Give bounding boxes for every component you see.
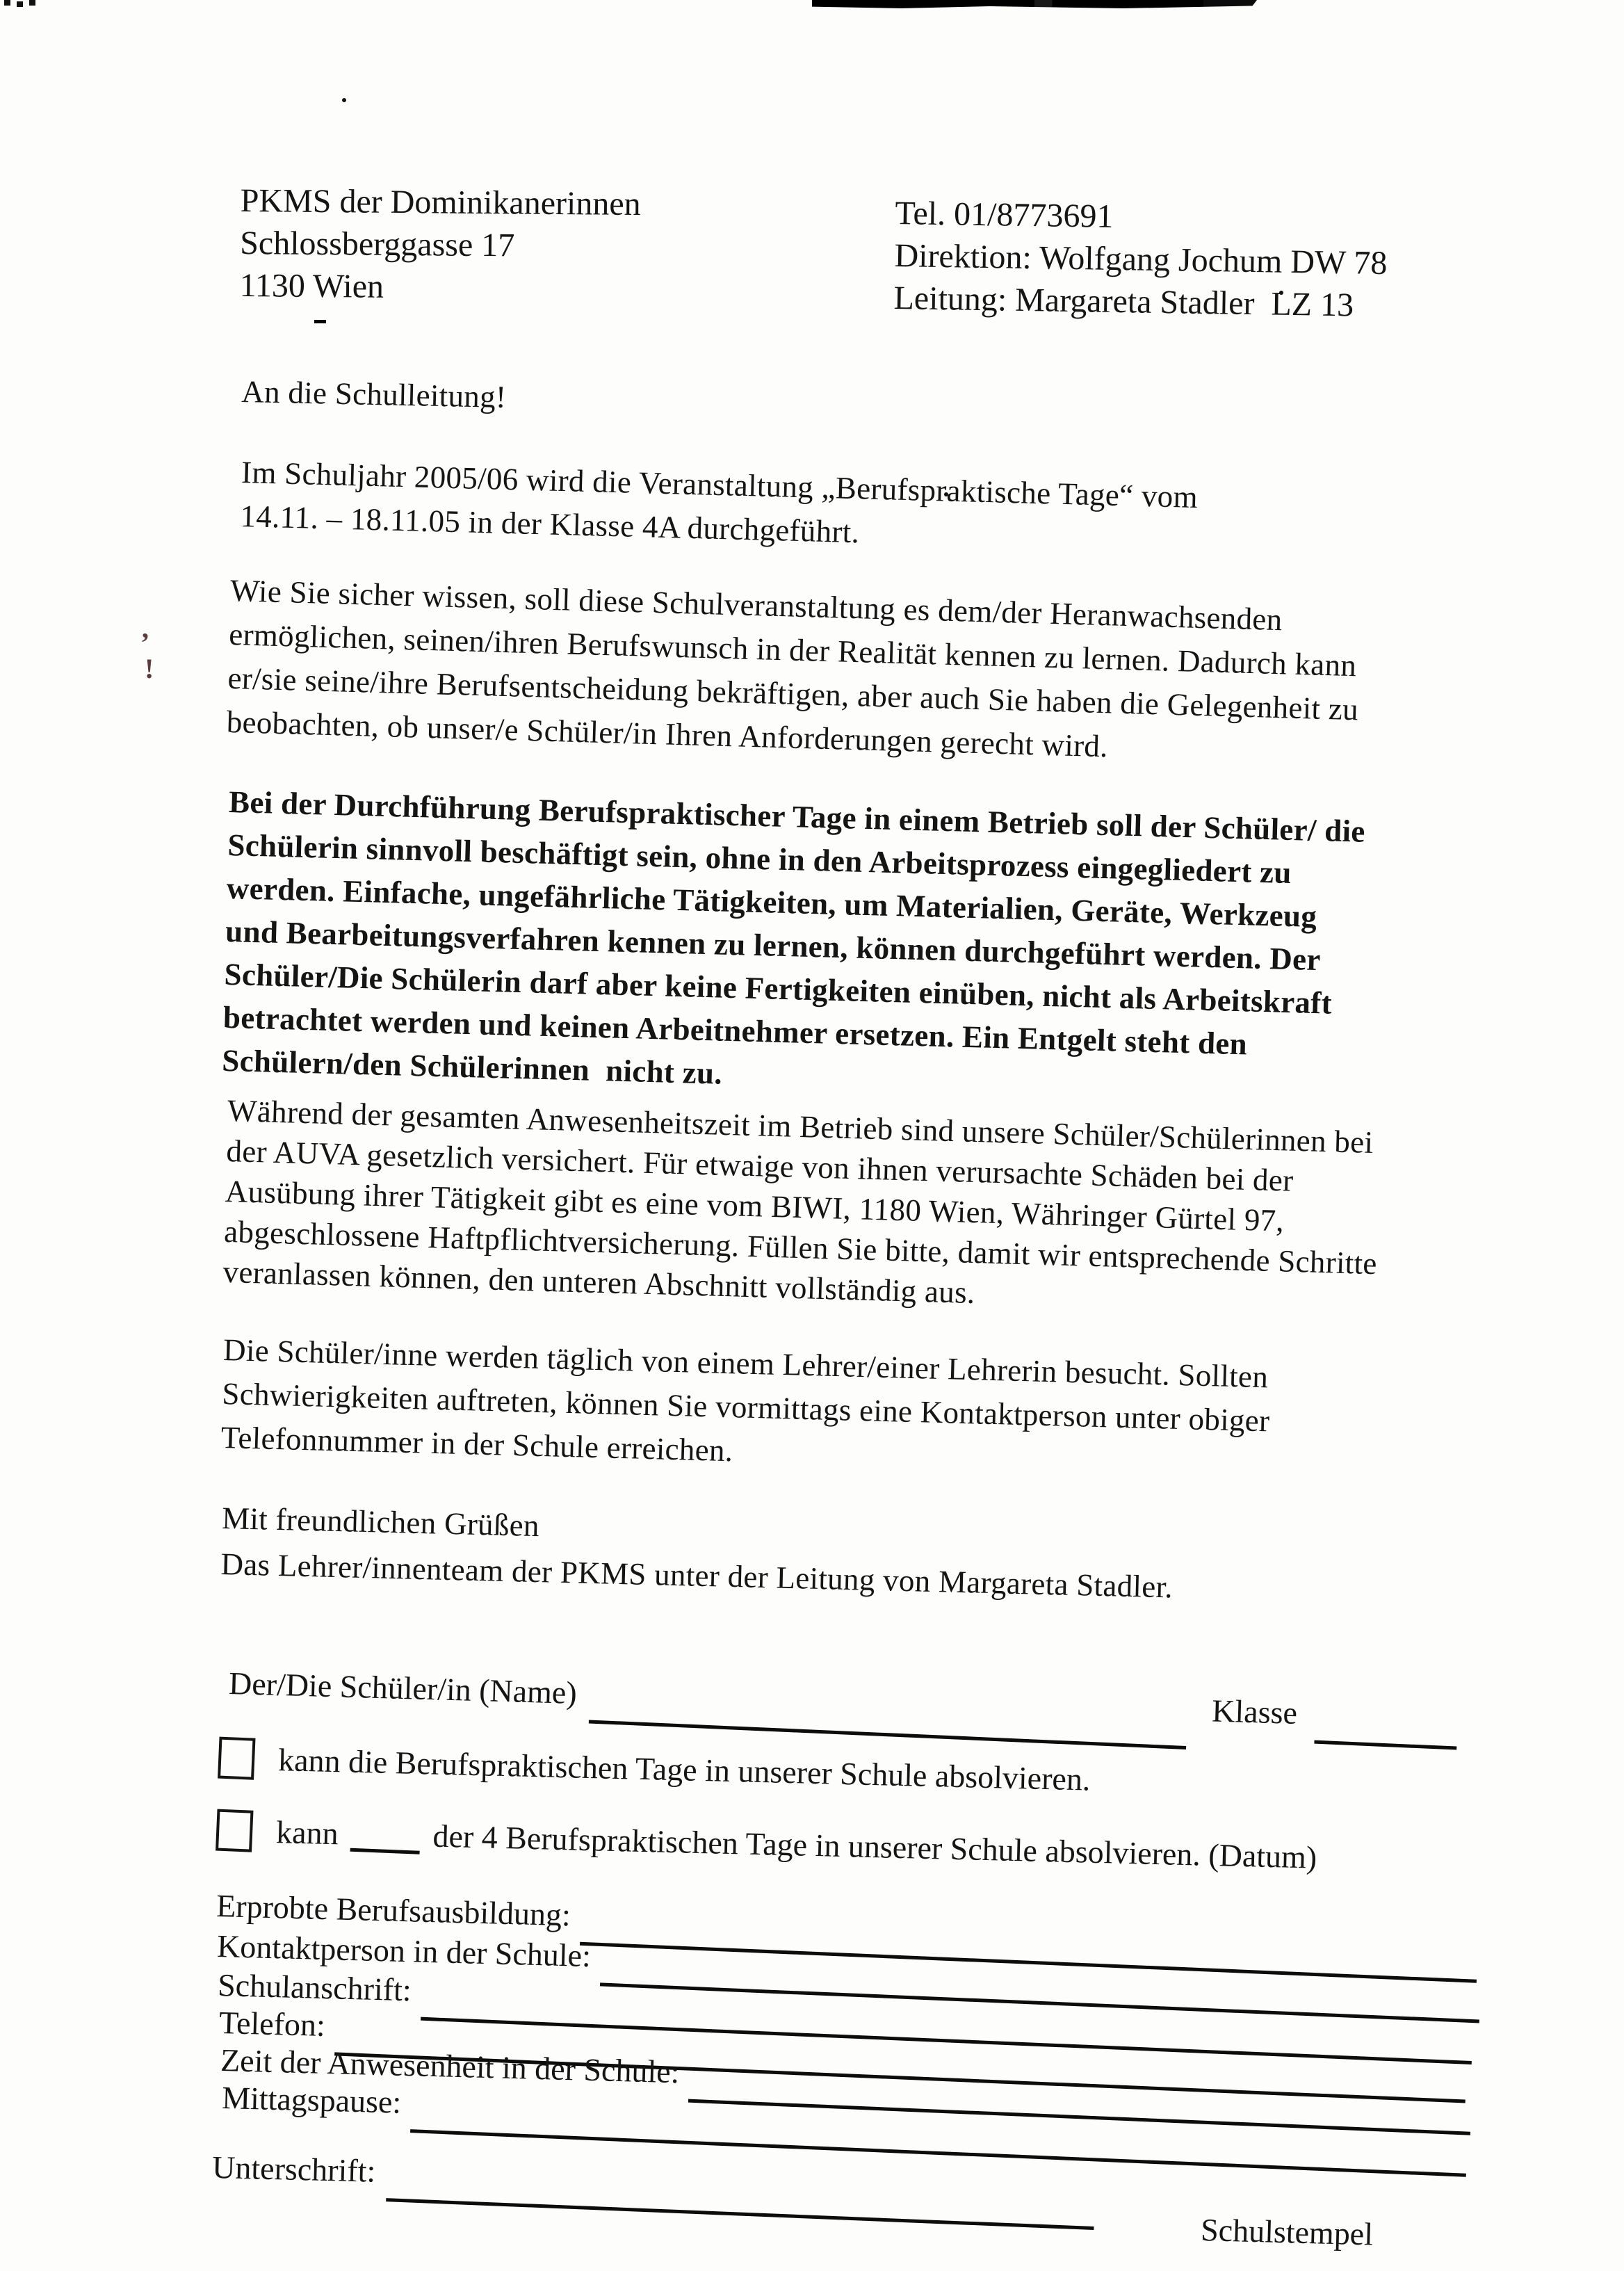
field-label-phone: Telefon: — [218, 2004, 326, 2043]
paragraph-schedule: Im Schuljahr 2005/06 wird die Veranstaltung „Berufspraktische Tage“ vom 14.11. – 18.11.05 in der Klasse 4A durchgeführt. — [239, 454, 1199, 550]
closing: Mit freundlichen Grüßen Das Lehrer/innenteam der PKMS unter der Leitung von Margareta Stadler. — [220, 1500, 1174, 1605]
field-label-school-address: Schulanschrift: — [217, 1966, 412, 2008]
scan-artifact-dash — [314, 320, 326, 323]
field-label-attendance-time: Zeit der Anwesenheit in der Schule: — [220, 2042, 681, 2090]
scan-artifact-dot — [4, 0, 10, 6]
scan-artifact-dot — [29, 0, 35, 6]
paragraph-rules-bold: Bei der Durchführung Berufspraktischer Tage in einem Betrieb soll der Schüler/ die Schülerin sinnvoll beschäftigt sein, ohne in den Arbeitsprozess eingegliedert zu werden. Einfache, ungefährliche Tätigkeiten, um Materialien, Geräte, Werkzeug und Bearbeitungsverfahren kennen zu lernen, können durchgeführt werden. Der Schüler/Die Schülerin darf aber keine Fertigkeiten einüben, nicht als Arbeitskraft betrachtet werden und keinen Arbeitnehmer ersetzen. Ein Entgelt steht den Schülern/den Schülerinnen nicht zu. — [221, 784, 1366, 1091]
scan-artifact-dot — [342, 98, 346, 102]
paragraph-insurance: Während der gesamten Anwesenheitszeit im Betrieb sind unsere Schüler/Schülerinnen bei der AUVA gesetzlich versichert. Für etwaige von ihnen verursachte Schäden bei der Ausübung ihrer Tätigkeit gibt es eine vom BIWI, 1180 Wien, Währinger Gürtel 97, abgeschlossene Haftpflichtversicherung. Füllen Sie bitte, damit wir entsprechende Schritte veranlassen können, den unteren Abschnitt vollständig aus. — [222, 1092, 1378, 1311]
student-name-label: Der/Die Schüler/in (Name) — [228, 1665, 578, 1711]
school-stamp-label: Schulstempel — [1200, 2211, 1374, 2252]
paragraph-purpose: Wie Sie sicher wissen, soll diese Schulveranstaltung es dem/der Heranwachsenden ermöglichen, seinen/ihren Berufswunsch in der Realität kennen zu lernen. Dadurch kann er/sie seine/ihre Berufsentscheidung bekräftigen, aber auch Sie haben die Gelegenheit zu beobachten, ob unser/e Schüler/in Ihren Anforderungen gerecht wird. — [226, 572, 1359, 764]
salutation: An die Schulleitung! — [241, 373, 507, 414]
checkbox-partial-pre-label: kann — [275, 1814, 339, 1852]
scan-artifact-dot — [17, 1, 23, 7]
student-name-row — [228, 1663, 1522, 1740]
student-name-line[interactable] — [588, 1715, 1186, 1749]
checkbox-partial-days[interactable] — [216, 1809, 253, 1852]
signature-row — [212, 2147, 1096, 2209]
field-label-lunch-break: Mittagspause: — [221, 2079, 402, 2120]
checkbox-row-partial — [216, 1809, 1317, 1880]
days-count-line[interactable] — [350, 1844, 420, 1854]
checkbox-partial-post-label: der 4 Berufspraktischen Tage in unserer Schule absolvieren. (Datum) — [432, 1818, 1317, 1875]
signature-line[interactable] — [386, 2194, 1094, 2230]
signature-label: Unterschrift: — [211, 2149, 376, 2189]
contact-info: Tel. 01/8773691 Direktion: Wolfgang Jochum DW 78 Leitung: Margareta Stadler LZ 13 — [893, 194, 1388, 324]
paragraph-visits: Die Schüler/inne werden täglich von einem Lehrer/einer Lehrerin besucht. Sollten Schwierigkeiten auftreten, können Sie vormittags eine Kontaktperson unter obiger Telefonnummer in der Schule erreichen. — [220, 1332, 1271, 1469]
class-line[interactable] — [1315, 1736, 1457, 1750]
checkbox-row-full — [218, 1737, 1091, 1802]
checkbox-full-days-label: kann die Berufspraktischen Tage in unserer Schule absolvieren. — [277, 1742, 1091, 1797]
field-label-training: Erprobte Berufsausbildung: — [216, 1887, 571, 1933]
school-address: PKMS der Dominikanerinnen Schlossberggasse 17 1130 Wien — [239, 181, 641, 305]
margin-mark: , — [142, 613, 149, 644]
scan-artifact-streak — [812, 0, 1257, 8]
field-label-contact-person: Kontaktperson in der Schule: — [216, 1927, 592, 1974]
checkbox-full-days[interactable] — [218, 1737, 255, 1780]
margin-mark: ! — [145, 653, 154, 684]
class-label: Klasse — [1211, 1692, 1298, 1731]
